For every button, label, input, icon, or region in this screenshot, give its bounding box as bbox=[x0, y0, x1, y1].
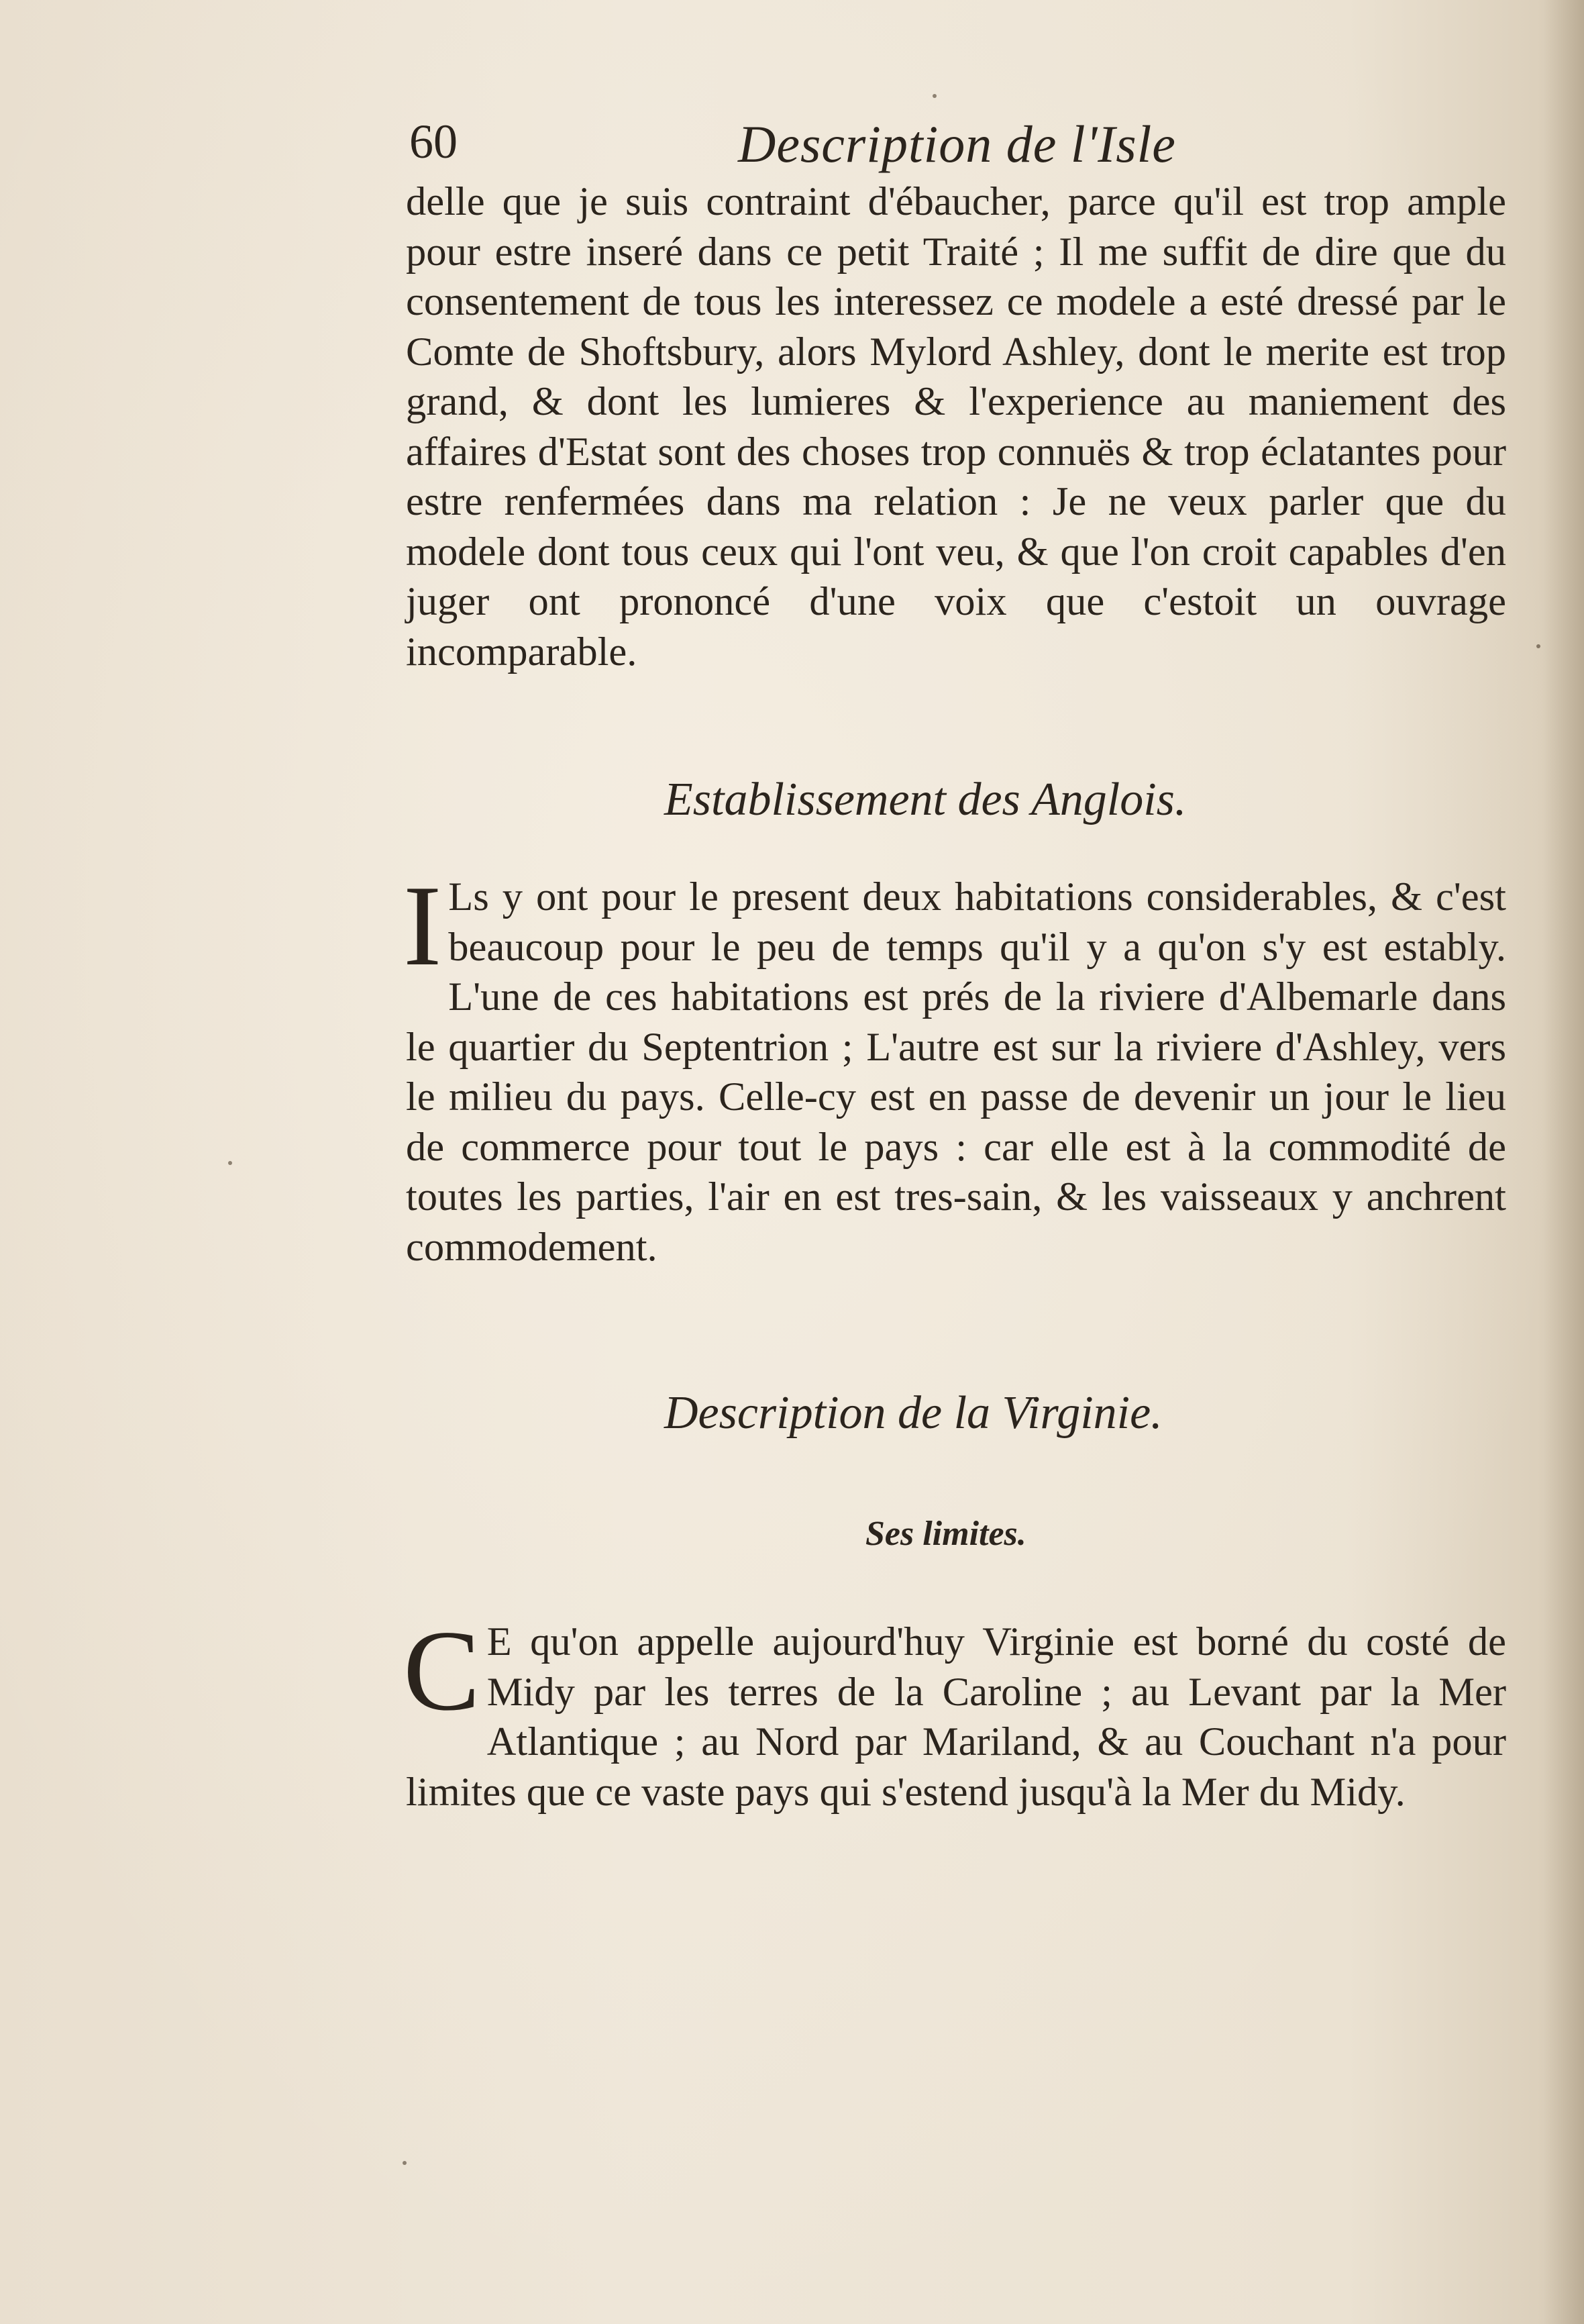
paragraph-limites bbox=[403, 1607, 1506, 1817]
page-number: 60 bbox=[409, 115, 458, 168]
running-title: Description de l'Isle bbox=[738, 115, 1176, 173]
page-header bbox=[409, 107, 1510, 181]
paper-speck bbox=[933, 94, 937, 98]
paper-speck bbox=[403, 2161, 407, 2165]
subheading-limites: Ses limites. bbox=[865, 1515, 1026, 1553]
paragraph-continued: delle que je suis contraint d'ébaucher, parce qu'il est trop ample pour estre inseré dans ce petit Traité ; Il me suffit de dire que du consentement de tous les interessez ce modele a esté dressé par le Comte de Shoftsbury, alors Mylord Ashley, dont le merite est trop grand, & dont les lumieres & l'experience au maniement des affaires d'Estat sont des choses trop connuës & trop éclatantes pour estre renfermées dans ma relation : Je ne veux parler que du modele dont tous ceux qui l'ont veu, & que l'on croit capables d'en juger ont prononcé d'une voix que c'estoit un ouvrage incomparable. bbox=[406, 179, 1506, 674]
paper-speck bbox=[228, 1161, 232, 1165]
section-heading-establissement: Establissement des Anglois. bbox=[664, 774, 1187, 825]
paragraph-establissement bbox=[403, 862, 1506, 1272]
paper-speck bbox=[1536, 644, 1540, 648]
paragraph-establissement-text: Ls y ont pour le present deux habitations considerables, & c'est beaucoup pour le peu de temps qu'il y a qu'on s'y est estably. L'une de ces habitations est prés de la riviere d'Albemarle dans le quartier du Septentrion ; L'autre est sur la riviere d'Ashley, vers le milieu du pays. Celle-cy est en passe de devenir un jour le lieu de commerce pour tout le pays : car elle est à la commodité de toutes les parties, l'air en est tres-sain, & les vaisseaux y anchrent commodement. bbox=[406, 874, 1506, 1270]
drop-cap-c: C bbox=[403, 1607, 480, 1735]
paragraph-limites-text: E qu'on appelle aujourd'huy Virginie est borné du costé de Midy par les terres de la Caroline ; au Levant par la Mer Atlantique ; au Nord par Mariland, & au Couchant n'a pour limites que ce vaste pays qui s'estend jusqu'à la Mer du Midy. bbox=[406, 1619, 1506, 1815]
section-heading-virginie: Description de la Virginie. bbox=[664, 1387, 1163, 1439]
drop-cap-i: I bbox=[403, 862, 442, 990]
page-gutter-shadow bbox=[1544, 0, 1584, 2324]
